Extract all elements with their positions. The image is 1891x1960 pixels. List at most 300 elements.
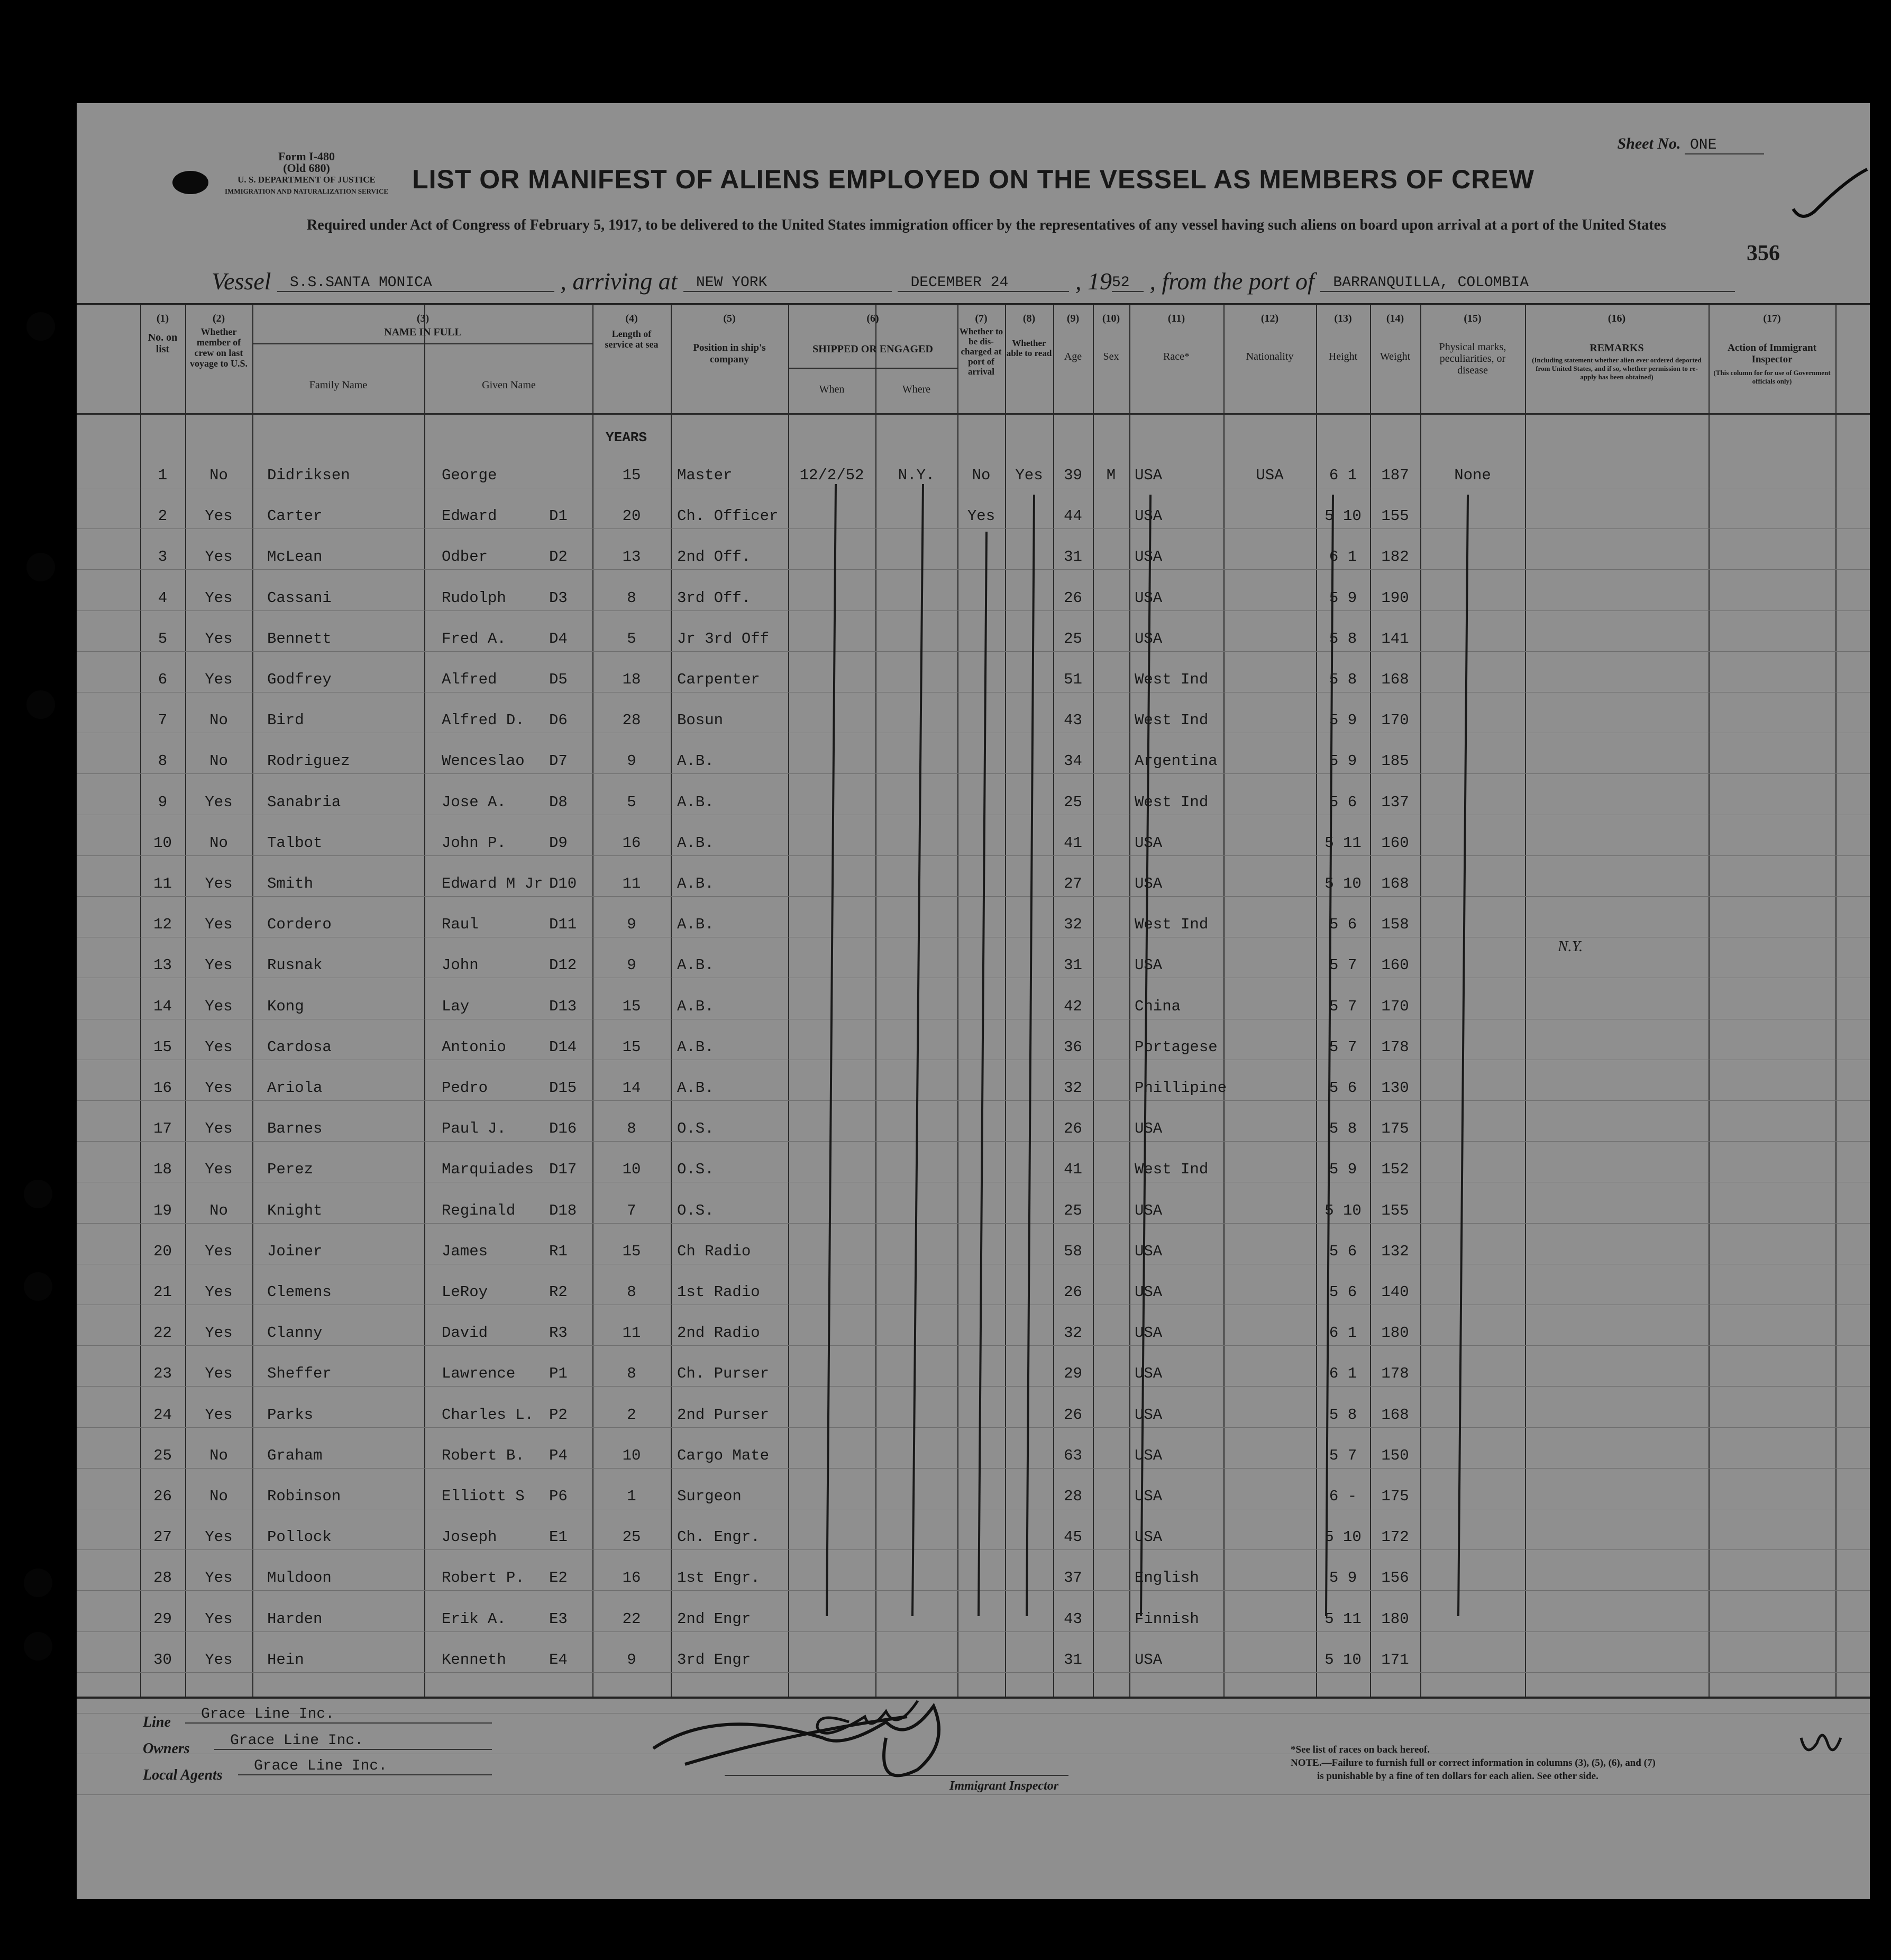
cell-given: Erik A.	[442, 1610, 506, 1628]
cell-given: LeRoy	[442, 1283, 488, 1301]
cell-weight: 180	[1381, 1324, 1409, 1342]
cell-position: 3rd Off.	[677, 589, 751, 607]
header-inspector-detail: (This column for for use of Government officials only)	[1713, 369, 1831, 385]
cell-height: 6 1	[1329, 548, 1357, 566]
header-given-name: Given Name	[482, 379, 536, 391]
cell-code: P1	[549, 1365, 568, 1382]
column-number: (2)	[212, 313, 225, 324]
cell-code: D2	[549, 548, 568, 566]
cell-age: 39	[1064, 467, 1082, 484]
cell-code: D11	[549, 916, 577, 933]
cell-given: Alfred D.	[442, 712, 525, 729]
cell-race: USA	[1135, 1324, 1163, 1342]
cell-given: Wenceslao	[442, 752, 525, 770]
cell-no: 1	[158, 467, 168, 484]
cell-code: E2	[549, 1569, 568, 1587]
cell-given: David	[442, 1324, 488, 1342]
cell-height: 5 6	[1329, 1079, 1357, 1097]
cell-family: Hein	[267, 1651, 304, 1669]
arrival-port: NEW YORK	[683, 275, 892, 292]
cell-code: P2	[549, 1406, 568, 1424]
cell-height: 6 1	[1329, 1365, 1357, 1382]
cell-position: O.S.	[677, 1120, 714, 1137]
header-when: When	[819, 384, 845, 395]
cell-position: 2nd Engr	[677, 1610, 751, 1628]
cell-position: 1st Radio	[677, 1283, 760, 1301]
cell-service: 8	[627, 1120, 636, 1137]
cell-service: 9	[627, 956, 636, 974]
cell-no: 26	[153, 1488, 172, 1505]
cell-given: Rudolph	[442, 589, 506, 607]
cell-height: 6 -	[1329, 1488, 1357, 1505]
cell-no: 2	[158, 507, 168, 525]
cell-weight: 152	[1381, 1161, 1409, 1178]
cell-no: 3	[158, 548, 168, 566]
cell-code: R3	[549, 1324, 568, 1342]
cell-code: D13	[549, 998, 577, 1015]
cell-family: Robinson	[267, 1488, 341, 1505]
cell-position: Ch Radio	[677, 1243, 751, 1260]
vessel-name: S.S.SANTA MONICA	[277, 275, 554, 292]
cell-position: Cargo Mate	[677, 1447, 770, 1464]
cell-height: 6 1	[1329, 1324, 1357, 1342]
cell-service: 15	[622, 1243, 641, 1260]
cell-code: D7	[549, 752, 568, 770]
cell-weight: 160	[1381, 956, 1409, 974]
cell-code: D18	[549, 1202, 577, 1219]
cell-no: 11	[153, 875, 172, 892]
cell-service: 5	[627, 794, 636, 811]
cell-family: Smith	[267, 875, 314, 892]
cell-weight: 141	[1381, 630, 1409, 648]
cell-position: Carpenter	[677, 671, 760, 688]
cell-race: USA	[1135, 1406, 1163, 1424]
column-number: (7)	[975, 313, 988, 324]
cell-family: Cordero	[267, 916, 332, 933]
cell-position: O.S.	[677, 1202, 714, 1219]
agents-value: Grace Line Inc.	[238, 1758, 492, 1775]
cell-weight: 175	[1381, 1488, 1409, 1505]
cell-height: 5 10	[1324, 1528, 1362, 1546]
cell-age: 63	[1064, 1447, 1082, 1464]
manifest-sheet	[77, 103, 1870, 1899]
cell-no: 30	[153, 1651, 172, 1669]
cell-height: 5 9	[1329, 589, 1357, 607]
cell-nationality: USA	[1256, 467, 1284, 484]
cell-weight: 150	[1381, 1447, 1409, 1464]
vessel-label: Vessel	[212, 268, 271, 295]
cell-service: 16	[622, 1569, 641, 1587]
cell-given: Fred A.	[442, 630, 506, 648]
penalty-note-continued: is punishable by a fine of ten dollars for each alien. See other side.	[1317, 1771, 1598, 1782]
cell-family: Pollock	[267, 1528, 332, 1546]
continuation-lines-icon	[827, 484, 1468, 1616]
cell-height: 5 9	[1329, 752, 1357, 770]
cell-family: Barnes	[267, 1120, 323, 1137]
cell-given: Raul	[442, 916, 479, 933]
cell-weight: 178	[1381, 1038, 1409, 1056]
cell-service: 8	[627, 1365, 636, 1382]
arrival-date: DECEMBER 24	[898, 275, 1069, 292]
cell-no: 13	[153, 956, 172, 974]
cell-family: Ariola	[267, 1079, 323, 1097]
line-value: Grace Line Inc.	[185, 1706, 492, 1724]
cell-weight: 182	[1381, 548, 1409, 566]
cell-prev: Yes	[205, 548, 233, 566]
cell-no: 4	[158, 589, 168, 607]
inspector-label: Immigrant Inspector	[949, 1779, 1059, 1793]
cell-age: 31	[1064, 956, 1082, 974]
cell-family: McLean	[267, 548, 323, 566]
cell-weight: 140	[1381, 1283, 1409, 1301]
cell-given: Paul J.	[442, 1120, 506, 1137]
column-number: (14)	[1386, 313, 1404, 324]
penalty-note: NOTE.—Failure to furnish full or correct information in columns (3), (5), (6), and (7)	[1291, 1757, 1656, 1768]
form-old-number: (Old 680)	[283, 161, 330, 175]
cell-position: A.B.	[677, 1038, 714, 1056]
cell-prev: Yes	[205, 998, 233, 1015]
cell-height: 5 8	[1329, 1406, 1357, 1424]
cell-weight: 180	[1381, 1610, 1409, 1628]
cell-no: 17	[153, 1120, 172, 1137]
cell-code: E1	[549, 1528, 568, 1546]
column-number: (8)	[1022, 313, 1036, 324]
cell-position: Ch. Engr.	[677, 1528, 760, 1546]
cell-age: 31	[1064, 548, 1082, 566]
binder-hole	[26, 690, 55, 719]
cell-service: 8	[627, 589, 636, 607]
cell-race: USA	[1135, 1651, 1163, 1669]
cell-prev: Yes	[205, 875, 233, 892]
cell-position: 2nd Off.	[677, 548, 751, 566]
agents-label: Local Agents	[143, 1767, 223, 1783]
cell-code: D10	[549, 875, 577, 892]
header-height: Height	[1328, 351, 1358, 362]
cell-service: 9	[627, 1651, 636, 1669]
cell-given: Reginald	[442, 1202, 516, 1219]
cell-height: 5 8	[1329, 671, 1357, 688]
binder-hole	[26, 553, 55, 581]
cell-service: 16	[622, 834, 641, 852]
cell-height: 5 8	[1329, 1120, 1357, 1137]
cell-given: Charles L.	[442, 1406, 534, 1424]
cell-code: D9	[549, 834, 568, 852]
service-name: IMMIGRATION AND NATURALIZATION SERVICE	[225, 187, 389, 195]
column-number: (16)	[1607, 313, 1626, 324]
cell-service: 11	[622, 1324, 641, 1342]
cell-family: Cassani	[267, 589, 332, 607]
cell-code: D14	[549, 1038, 577, 1056]
stamped-number: 356	[1747, 241, 1780, 266]
cell-when: 12/2/52	[799, 467, 864, 484]
cell-prev: Yes	[205, 630, 233, 648]
cell-code: R1	[549, 1243, 568, 1260]
header-no-on-list: No. on list	[148, 332, 178, 355]
cell-race: USA	[1135, 875, 1163, 892]
column-number: (9)	[1066, 313, 1080, 324]
document-title: LIST OR MANIFEST OF ALIENS EMPLOYED ON THE VESSEL AS MEMBERS OF CREW	[412, 165, 1534, 194]
ink-blot-icon	[172, 171, 208, 194]
header-name-in-full: NAME IN FULL	[384, 326, 462, 338]
cell-no: 19	[153, 1202, 172, 1219]
cell-age: 37	[1064, 1569, 1082, 1587]
cell-prev: Yes	[205, 1406, 233, 1424]
cell-given: Robert B.	[442, 1447, 525, 1464]
cell-given: Pedro	[442, 1079, 488, 1097]
cell-height: 5 8	[1329, 630, 1357, 648]
cell-age: 34	[1064, 752, 1082, 770]
department-name: U. S. DEPARTMENT OF JUSTICE	[237, 175, 376, 185]
sheet-number-value: ONE	[1685, 137, 1764, 154]
cell-code: D4	[549, 630, 568, 648]
cell-weight: 160	[1381, 834, 1409, 852]
cell-family: Cardosa	[267, 1038, 332, 1056]
cell-race: USA	[1135, 1447, 1163, 1464]
cell-race: Phillipine	[1135, 1079, 1227, 1097]
cell-height: 5 10	[1324, 1202, 1362, 1219]
cell-prev: Yes	[205, 1161, 233, 1178]
cell-prev: Yes	[205, 1283, 233, 1301]
cell-position: Ch. Officer	[677, 507, 779, 525]
cell-weight: 168	[1381, 671, 1409, 688]
cell-position: A.B.	[677, 956, 714, 974]
column-number: (12)	[1260, 313, 1279, 324]
cell-weight: 137	[1381, 794, 1409, 811]
cell-weight: 175	[1381, 1120, 1409, 1137]
cell-no: 28	[153, 1569, 172, 1587]
cell-age: 43	[1064, 712, 1082, 729]
binder-hole	[24, 1632, 52, 1661]
cell-service: 15	[622, 1038, 641, 1056]
cell-code: D5	[549, 671, 568, 688]
cell-age: 41	[1064, 834, 1082, 852]
cell-service: 18	[622, 671, 641, 688]
cell-race: USA	[1135, 1120, 1163, 1137]
departure-port: BARRANQUILLA, COLOMBIA	[1320, 275, 1735, 292]
cell-position: A.B.	[677, 752, 714, 770]
arrival-year: 52	[1112, 275, 1144, 292]
races-note: *See list of races on back hereof.	[1291, 1744, 1430, 1755]
cell-position: A.B.	[677, 1079, 714, 1097]
cell-prev: Yes	[205, 1528, 233, 1546]
cell-given: Jose A.	[442, 794, 506, 811]
cell-position: Bosun	[677, 712, 724, 729]
arriving-label: , arriving at	[560, 268, 678, 295]
cell-given: Antonio	[442, 1038, 506, 1056]
cell-weight: 178	[1381, 1365, 1409, 1382]
header-shipped-or-engaged: SHIPPED OR ENGAGED	[812, 343, 933, 355]
cell-weight: 171	[1381, 1651, 1409, 1669]
cell-discharged: No	[972, 467, 991, 484]
cell-prev: No	[209, 752, 228, 770]
cell-prev: No	[209, 834, 228, 852]
cell-code: D1	[549, 507, 568, 525]
cell-service: 28	[622, 712, 641, 729]
cell-no: 29	[153, 1610, 172, 1628]
cell-weight: 170	[1381, 998, 1409, 1015]
cell-prev: Yes	[205, 1079, 233, 1097]
cell-where: N.Y.	[898, 467, 935, 484]
header-race: Race*	[1163, 351, 1190, 362]
header-last-voyage: Whether member of crew on last voyage to U.S.	[190, 326, 248, 369]
cell-prev: Yes	[205, 1651, 233, 1669]
cell-family: Sanabria	[267, 794, 341, 811]
cell-age: 25	[1064, 1202, 1082, 1219]
cell-position: A.B.	[677, 834, 714, 852]
cell-race: English	[1135, 1569, 1199, 1587]
header-physical-marks: Physical marks, peculiarities, or disease	[1439, 341, 1506, 376]
header-where: Where	[902, 384, 931, 395]
cell-read: Yes	[1015, 467, 1043, 484]
cell-code: P4	[549, 1447, 568, 1464]
cell-age: 25	[1064, 630, 1082, 648]
cell-weight: 187	[1381, 467, 1409, 484]
cell-race: USA	[1135, 1528, 1163, 1546]
cell-prev: Yes	[205, 1038, 233, 1056]
handwritten-marks	[77, 103, 1870, 1899]
cell-prev: Yes	[205, 1610, 233, 1628]
cell-service: 8	[627, 1283, 636, 1301]
cell-height: 5 6	[1329, 916, 1357, 933]
cell-no: 27	[153, 1528, 172, 1546]
cell-position: Jr 3rd Off	[677, 630, 770, 648]
cell-no: 24	[153, 1406, 172, 1424]
cell-family: Graham	[267, 1447, 323, 1464]
cell-race: USA	[1135, 1283, 1163, 1301]
cell-prev: No	[209, 1488, 228, 1505]
cell-race: China	[1135, 998, 1181, 1015]
cell-age: 26	[1064, 589, 1082, 607]
header-discharged: Whether to be dis-charged at port of arrival	[959, 326, 1003, 377]
cell-age: 58	[1064, 1243, 1082, 1260]
cell-service: 13	[622, 548, 641, 566]
cell-service: 25	[622, 1528, 641, 1546]
binder-hole	[24, 1180, 52, 1208]
cell-prev: No	[209, 1447, 228, 1464]
form-number: Form I-480	[278, 150, 335, 163]
cell-service: 10	[622, 1447, 641, 1464]
cell-position: Surgeon	[677, 1488, 742, 1505]
cell-race: West Ind	[1135, 671, 1209, 688]
cell-height: 5 6	[1329, 1243, 1357, 1260]
cell-age: 43	[1064, 1610, 1082, 1628]
binder-hole	[24, 1272, 52, 1301]
cell-race: USA	[1135, 834, 1163, 852]
cell-weight: 156	[1381, 1569, 1409, 1587]
cell-race: USA	[1135, 1365, 1163, 1382]
cell-weight: 172	[1381, 1528, 1409, 1546]
cell-race: Argentina	[1135, 752, 1218, 770]
cell-age: 27	[1064, 875, 1082, 892]
cell-age: 36	[1064, 1038, 1082, 1056]
cell-age: 32	[1064, 1324, 1082, 1342]
cell-race: Finnish	[1135, 1610, 1199, 1628]
cell-weight: 168	[1381, 875, 1409, 892]
cell-age: 51	[1064, 671, 1082, 688]
cell-position: 2nd Radio	[677, 1324, 760, 1342]
cell-no: 7	[158, 712, 168, 729]
cell-no: 10	[153, 834, 172, 852]
cell-weight: 155	[1381, 507, 1409, 525]
cell-no: 5	[158, 630, 168, 648]
cell-no: 9	[158, 794, 168, 811]
header-weight: Weight	[1380, 351, 1411, 362]
cell-given: Lay	[442, 998, 470, 1015]
header-remarks: REMARKS	[1589, 342, 1644, 354]
cell-age: 32	[1064, 916, 1082, 933]
cell-height: 5 11	[1324, 834, 1362, 852]
cell-given: Elliott S	[442, 1488, 525, 1505]
cell-race: USA	[1135, 548, 1163, 566]
cell-family: Perez	[267, 1161, 314, 1178]
cell-code: E4	[549, 1651, 568, 1669]
column-number: (10)	[1102, 313, 1120, 324]
cell-height: 5 7	[1329, 1038, 1357, 1056]
cell-family: Clemens	[267, 1283, 332, 1301]
cell-service: 5	[627, 630, 636, 648]
cell-family: Didriksen	[267, 467, 350, 484]
initials-icon	[1801, 1735, 1841, 1750]
cell-family: Kong	[267, 998, 304, 1015]
cell-position: 1st Engr.	[677, 1569, 760, 1587]
cell-given: John P.	[442, 834, 506, 852]
cell-weight: 155	[1381, 1202, 1409, 1219]
cell-family: Joiner	[267, 1243, 323, 1260]
cell-prev: No	[209, 467, 228, 484]
cell-prev: Yes	[205, 1120, 233, 1137]
cell-given: John	[442, 956, 479, 974]
cell-weight: 132	[1381, 1243, 1409, 1260]
cell-prev: Yes	[205, 1365, 233, 1382]
year-prefix: , 19	[1075, 268, 1112, 295]
cell-family: Sheffer	[267, 1365, 332, 1382]
cell-code: D15	[549, 1079, 577, 1097]
cell-family: Bird	[267, 712, 304, 729]
cell-no: 20	[153, 1243, 172, 1260]
cell-family: Clanny	[267, 1324, 323, 1342]
cell-given: James	[442, 1243, 488, 1260]
binder-hole	[24, 1569, 52, 1597]
cell-no: 18	[153, 1161, 172, 1178]
cell-code: P6	[549, 1488, 568, 1505]
cell-age: 31	[1064, 1651, 1082, 1669]
cell-race: USA	[1135, 1488, 1163, 1505]
cell-given: Lawrence	[442, 1365, 516, 1382]
cell-age: 26	[1064, 1283, 1082, 1301]
header-length-of-service: Length of service at sea	[605, 329, 659, 350]
cell-no: 14	[153, 998, 172, 1015]
cell-race: West Ind	[1135, 916, 1209, 933]
cell-race: USA	[1135, 1243, 1163, 1260]
cell-position: 2nd Purser	[677, 1406, 770, 1424]
cell-no: 8	[158, 752, 168, 770]
cell-service: 10	[622, 1161, 641, 1178]
cell-code: R2	[549, 1283, 568, 1301]
cell-height: 5 9	[1329, 712, 1357, 729]
cell-marks: None	[1454, 467, 1491, 484]
cell-no: 16	[153, 1079, 172, 1097]
cell-given: George	[442, 467, 497, 484]
cell-service: 7	[627, 1202, 636, 1219]
cell-family: Muldoon	[267, 1569, 332, 1587]
cell-service: 14	[622, 1079, 641, 1097]
cell-code: E3	[549, 1610, 568, 1628]
cell-prev: No	[209, 1202, 228, 1219]
line-label: Line	[143, 1714, 171, 1730]
cell-no: 12	[153, 916, 172, 933]
cell-prev: Yes	[205, 1243, 233, 1260]
cell-family: Rodriguez	[267, 752, 350, 770]
